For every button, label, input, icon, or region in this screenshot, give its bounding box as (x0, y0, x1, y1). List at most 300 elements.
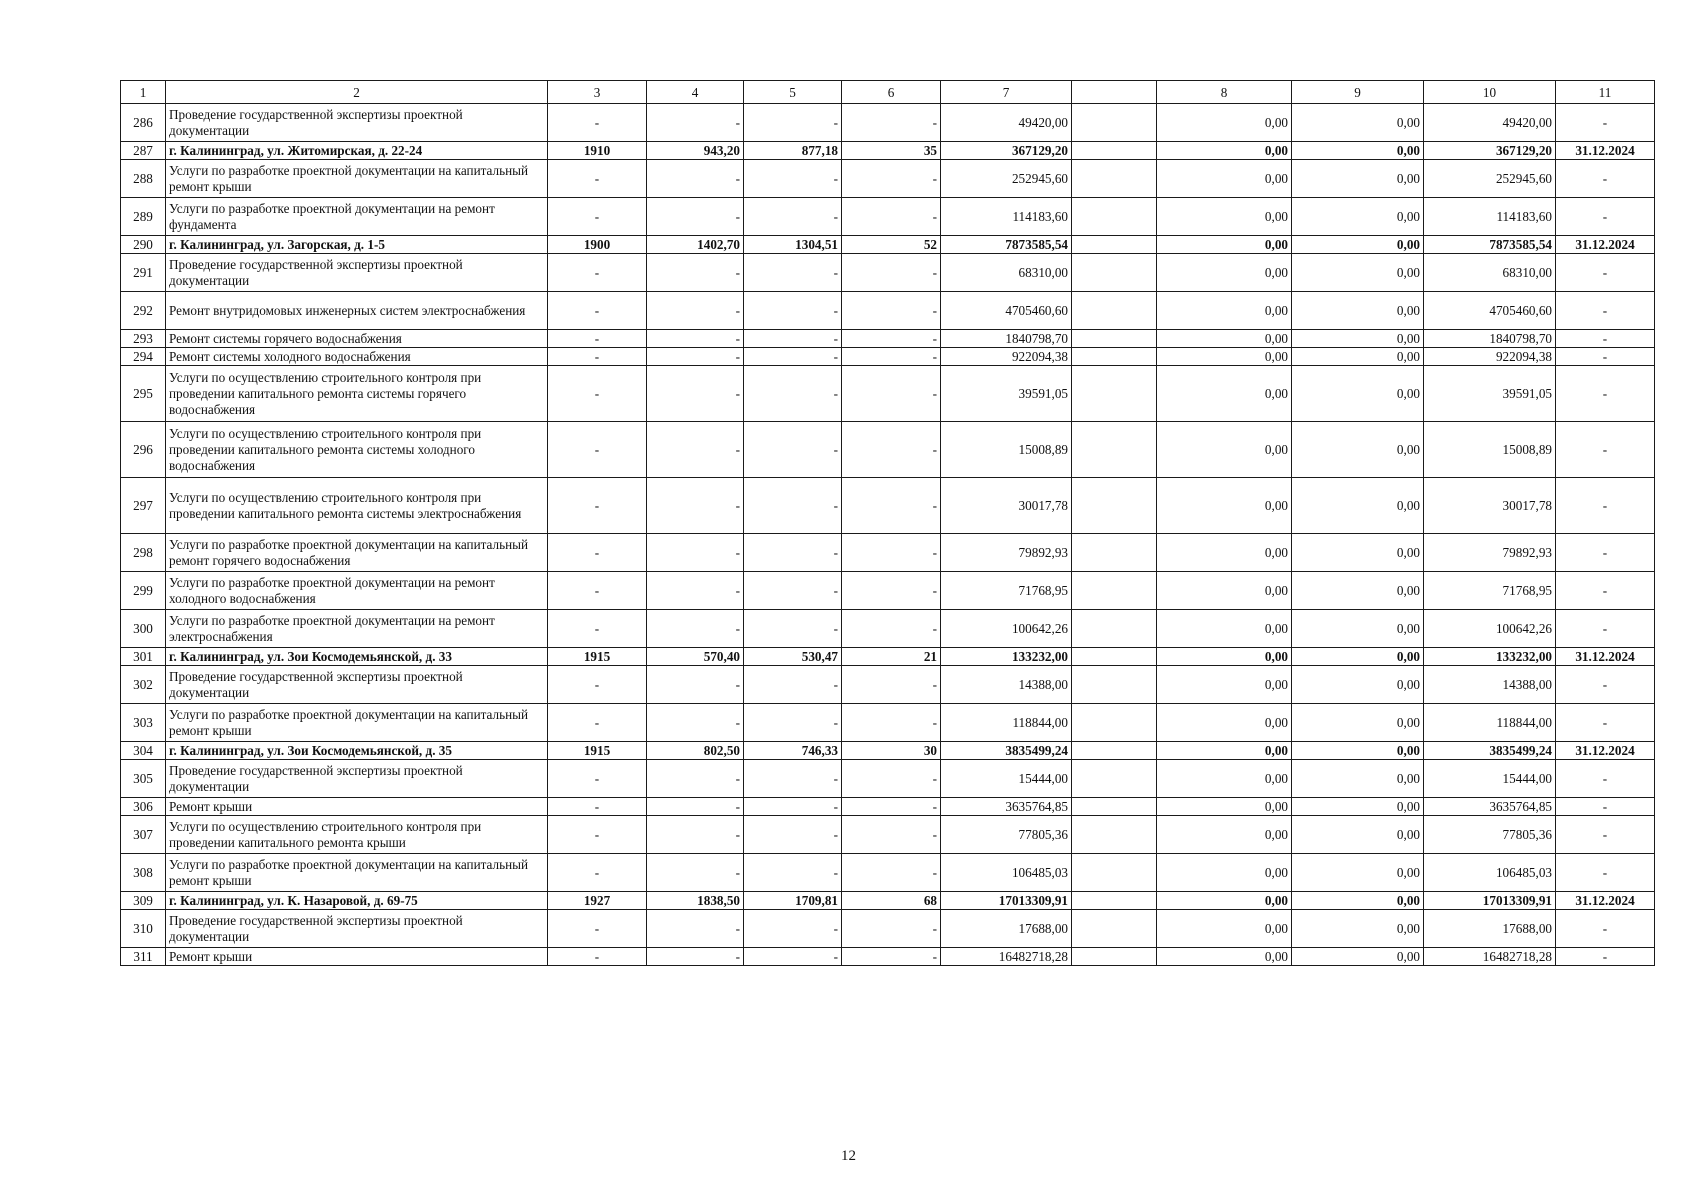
row-name: г. Калининград, ул. Зои Космодемьянской, д. 35 (166, 742, 548, 760)
blank-cell (1072, 892, 1157, 910)
col8-cell: 0,00 (1157, 534, 1292, 572)
row-number: 307 (121, 816, 166, 854)
deadline-cell: 31.12.2024 (1556, 648, 1655, 666)
deadline-cell: - (1556, 104, 1655, 142)
row-number: 295 (121, 366, 166, 422)
area-living-cell: - (744, 348, 842, 366)
blank-cell (1072, 254, 1157, 292)
year-cell: - (548, 330, 647, 348)
col8-cell: 0,00 (1157, 648, 1292, 666)
row-name: г. Калининград, ул. Загорская, д. 1-5 (166, 236, 548, 254)
col9-cell: 0,00 (1292, 666, 1424, 704)
row-name: Услуги по разработке проектной документации на капитальный ремонт крыши (166, 160, 548, 198)
year-cell: - (548, 198, 647, 236)
area-total-cell: 802,50 (647, 742, 744, 760)
row-number: 303 (121, 704, 166, 742)
year-cell: - (548, 610, 647, 648)
row-name: Проведение государственной экспертизы проектной документации (166, 254, 548, 292)
table-row (121, 366, 1655, 422)
column-header-0: 1 (121, 81, 166, 104)
row-name: Услуги по разработке проектной документации на ремонт электроснабжения (166, 610, 548, 648)
total-cost-cell: 71768,95 (941, 572, 1072, 610)
col9-cell: 0,00 (1292, 366, 1424, 422)
deadline-cell: - (1556, 816, 1655, 854)
total-cost-cell: 39591,05 (941, 366, 1072, 422)
row-number: 290 (121, 236, 166, 254)
column-header-9: 9 (1292, 81, 1424, 104)
col10-cell: 77805,36 (1424, 816, 1556, 854)
col9-cell: 0,00 (1292, 254, 1424, 292)
area-living-cell: 530,47 (744, 648, 842, 666)
area-living-cell: - (744, 534, 842, 572)
column-header-8: 8 (1157, 81, 1292, 104)
area-living-cell: - (744, 292, 842, 330)
deadline-cell: 31.12.2024 (1556, 236, 1655, 254)
deadline-cell: - (1556, 198, 1655, 236)
area-total-cell: - (647, 854, 744, 892)
col10-cell: 3835499,24 (1424, 742, 1556, 760)
row-number: 288 (121, 160, 166, 198)
table-row (121, 254, 1655, 292)
area-living-cell: - (744, 610, 842, 648)
area-living-cell: - (744, 704, 842, 742)
row-number: 311 (121, 948, 166, 966)
total-cost-cell: 17013309,91 (941, 892, 1072, 910)
area-total-cell: - (647, 160, 744, 198)
total-cost-cell: 68310,00 (941, 254, 1072, 292)
col8-cell: 0,00 (1157, 254, 1292, 292)
area-total-cell: - (647, 104, 744, 142)
area-living-cell: - (744, 422, 842, 478)
row-name: Ремонт системы холодного водоснабжения (166, 348, 548, 366)
residents-cell: 52 (842, 236, 941, 254)
area-living-cell: - (744, 478, 842, 534)
table-row (121, 648, 1655, 666)
year-cell: - (548, 910, 647, 948)
blank-cell (1072, 330, 1157, 348)
total-cost-cell: 252945,60 (941, 160, 1072, 198)
residents-cell: - (842, 760, 941, 798)
col10-cell: 118844,00 (1424, 704, 1556, 742)
row-number: 302 (121, 666, 166, 704)
blank-cell (1072, 292, 1157, 330)
col10-cell: 17013309,91 (1424, 892, 1556, 910)
blank-cell (1072, 142, 1157, 160)
residents-cell: - (842, 816, 941, 854)
table-row (121, 478, 1655, 534)
table-row (121, 666, 1655, 704)
row-number: 300 (121, 610, 166, 648)
table-row (121, 236, 1655, 254)
col9-cell: 0,00 (1292, 798, 1424, 816)
residents-cell: - (842, 366, 941, 422)
total-cost-cell: 106485,03 (941, 854, 1072, 892)
table-row (121, 292, 1655, 330)
col8-cell: 0,00 (1157, 104, 1292, 142)
year-cell: 1910 (548, 142, 647, 160)
row-name: Услуги по разработке проектной документации на капитальный ремонт крыши (166, 704, 548, 742)
residents-cell: - (842, 798, 941, 816)
total-cost-cell: 30017,78 (941, 478, 1072, 534)
col8-cell: 0,00 (1157, 948, 1292, 966)
row-name: Ремонт крыши (166, 798, 548, 816)
col9-cell: 0,00 (1292, 816, 1424, 854)
column-header-7 (1072, 81, 1157, 104)
area-living-cell: 1709,81 (744, 892, 842, 910)
residents-cell: - (842, 610, 941, 648)
col10-cell: 114183,60 (1424, 198, 1556, 236)
area-living-cell: - (744, 366, 842, 422)
table-row (121, 854, 1655, 892)
table-row (121, 948, 1655, 966)
year-cell: - (548, 572, 647, 610)
row-name: Проведение государственной экспертизы проектной документации (166, 910, 548, 948)
col9-cell: 0,00 (1292, 610, 1424, 648)
col9-cell: 0,00 (1292, 104, 1424, 142)
area-living-cell: 746,33 (744, 742, 842, 760)
col9-cell: 0,00 (1292, 422, 1424, 478)
col10-cell: 133232,00 (1424, 648, 1556, 666)
blank-cell (1072, 798, 1157, 816)
area-total-cell: 1838,50 (647, 892, 744, 910)
col10-cell: 4705460,60 (1424, 292, 1556, 330)
col8-cell: 0,00 (1157, 760, 1292, 798)
year-cell: - (548, 704, 647, 742)
row-name: Проведение государственной экспертизы проектной документации (166, 760, 548, 798)
blank-cell (1072, 478, 1157, 534)
blank-cell (1072, 666, 1157, 704)
total-cost-cell: 4705460,60 (941, 292, 1072, 330)
row-name: г. Калининград, ул. Житомирская, д. 22-24 (166, 142, 548, 160)
row-number: 289 (121, 198, 166, 236)
residents-cell: 21 (842, 648, 941, 666)
year-cell: 1915 (548, 648, 647, 666)
table-row (121, 610, 1655, 648)
row-number: 299 (121, 572, 166, 610)
blank-cell (1072, 422, 1157, 478)
area-total-cell: - (647, 366, 744, 422)
residents-cell: - (842, 478, 941, 534)
column-header-11: 11 (1556, 81, 1655, 104)
col8-cell: 0,00 (1157, 292, 1292, 330)
blank-cell (1072, 348, 1157, 366)
area-total-cell: - (647, 254, 744, 292)
table-row (121, 348, 1655, 366)
column-header-5: 6 (842, 81, 941, 104)
col9-cell: 0,00 (1292, 760, 1424, 798)
col10-cell: 922094,38 (1424, 348, 1556, 366)
row-number: 286 (121, 104, 166, 142)
area-living-cell: - (744, 160, 842, 198)
year-cell: - (548, 798, 647, 816)
col8-cell: 0,00 (1157, 816, 1292, 854)
deadline-cell: - (1556, 254, 1655, 292)
area-total-cell: - (647, 798, 744, 816)
area-total-cell: - (647, 292, 744, 330)
area-living-cell: - (744, 948, 842, 966)
row-name: Ремонт системы горячего водоснабжения (166, 330, 548, 348)
col8-cell: 0,00 (1157, 348, 1292, 366)
col9-cell: 0,00 (1292, 892, 1424, 910)
year-cell: - (548, 478, 647, 534)
column-header-4: 5 (744, 81, 842, 104)
table-row (121, 816, 1655, 854)
area-total-cell: - (647, 816, 744, 854)
row-number: 304 (121, 742, 166, 760)
residents-cell: 30 (842, 742, 941, 760)
row-name: Услуги по осуществлению строительного контроля при проведении капитального ремонта системы электроснабжения (166, 478, 548, 534)
row-name: Ремонт внутридомовых инженерных систем электроснабжения (166, 292, 548, 330)
area-living-cell: 1304,51 (744, 236, 842, 254)
row-name: Проведение государственной экспертизы проектной документации (166, 104, 548, 142)
row-number: 305 (121, 760, 166, 798)
residents-cell: - (842, 422, 941, 478)
col10-cell: 30017,78 (1424, 478, 1556, 534)
col10-cell: 7873585,54 (1424, 236, 1556, 254)
area-total-cell: - (647, 610, 744, 648)
area-total-cell: - (647, 422, 744, 478)
year-cell: - (548, 254, 647, 292)
area-living-cell: - (744, 854, 842, 892)
col9-cell: 0,00 (1292, 854, 1424, 892)
deadline-cell: - (1556, 422, 1655, 478)
area-living-cell: - (744, 330, 842, 348)
residents-cell: - (842, 854, 941, 892)
col9-cell: 0,00 (1292, 292, 1424, 330)
year-cell: - (548, 760, 647, 798)
col10-cell: 252945,60 (1424, 160, 1556, 198)
blank-cell (1072, 742, 1157, 760)
area-total-cell: 570,40 (647, 648, 744, 666)
year-cell: - (548, 666, 647, 704)
row-name: Услуги по разработке проектной документации на капитальный ремонт горячего водоснабжения (166, 534, 548, 572)
row-name: Проведение государственной экспертизы проектной документации (166, 666, 548, 704)
total-cost-cell: 114183,60 (941, 198, 1072, 236)
row-number: 298 (121, 534, 166, 572)
area-total-cell: - (647, 704, 744, 742)
row-number: 292 (121, 292, 166, 330)
area-living-cell: - (744, 572, 842, 610)
table-row (121, 422, 1655, 478)
year-cell: 1927 (548, 892, 647, 910)
year-cell: 1900 (548, 236, 647, 254)
row-number: 296 (121, 422, 166, 478)
col10-cell: 49420,00 (1424, 104, 1556, 142)
deadline-cell: - (1556, 704, 1655, 742)
blank-cell (1072, 610, 1157, 648)
residents-cell: - (842, 292, 941, 330)
total-cost-cell: 79892,93 (941, 534, 1072, 572)
area-total-cell: - (647, 572, 744, 610)
deadline-cell: 31.12.2024 (1556, 142, 1655, 160)
year-cell: 1915 (548, 742, 647, 760)
total-cost-cell: 3635764,85 (941, 798, 1072, 816)
area-total-cell: - (647, 666, 744, 704)
row-number: 308 (121, 854, 166, 892)
year-cell: - (548, 348, 647, 366)
total-cost-cell: 118844,00 (941, 704, 1072, 742)
area-total-cell: - (647, 198, 744, 236)
table-row (121, 160, 1655, 198)
total-cost-cell: 367129,20 (941, 142, 1072, 160)
col10-cell: 106485,03 (1424, 854, 1556, 892)
year-cell: - (548, 854, 647, 892)
col9-cell: 0,00 (1292, 198, 1424, 236)
residents-cell: - (842, 572, 941, 610)
col8-cell: 0,00 (1157, 610, 1292, 648)
col8-cell: 0,00 (1157, 704, 1292, 742)
area-total-cell: 943,20 (647, 142, 744, 160)
total-cost-cell: 133232,00 (941, 648, 1072, 666)
col10-cell: 79892,93 (1424, 534, 1556, 572)
table-row (121, 104, 1655, 142)
blank-cell (1072, 816, 1157, 854)
row-name: Услуги по осуществлению строительного контроля при проведении капитального ремонта системы горячего водоснабжения (166, 366, 548, 422)
deadline-cell: - (1556, 534, 1655, 572)
col10-cell: 15008,89 (1424, 422, 1556, 478)
col8-cell: 0,00 (1157, 910, 1292, 948)
area-total-cell: - (647, 534, 744, 572)
col9-cell: 0,00 (1292, 478, 1424, 534)
col10-cell: 3635764,85 (1424, 798, 1556, 816)
col8-cell: 0,00 (1157, 478, 1292, 534)
area-total-cell: - (647, 760, 744, 798)
col10-cell: 15444,00 (1424, 760, 1556, 798)
year-cell: - (548, 366, 647, 422)
col10-cell: 367129,20 (1424, 142, 1556, 160)
blank-cell (1072, 572, 1157, 610)
col8-cell: 0,00 (1157, 366, 1292, 422)
deadline-cell: - (1556, 854, 1655, 892)
col8-cell: 0,00 (1157, 198, 1292, 236)
blank-cell (1072, 910, 1157, 948)
total-cost-cell: 77805,36 (941, 816, 1072, 854)
blank-cell (1072, 236, 1157, 254)
total-cost-cell: 922094,38 (941, 348, 1072, 366)
residents-cell: 68 (842, 892, 941, 910)
area-living-cell: - (744, 798, 842, 816)
col10-cell: 39591,05 (1424, 366, 1556, 422)
col8-cell: 0,00 (1157, 854, 1292, 892)
col10-cell: 71768,95 (1424, 572, 1556, 610)
col10-cell: 17688,00 (1424, 910, 1556, 948)
col8-cell: 0,00 (1157, 142, 1292, 160)
total-cost-cell: 16482718,28 (941, 948, 1072, 966)
area-living-cell: - (744, 198, 842, 236)
table-body (121, 81, 1655, 966)
blank-cell (1072, 704, 1157, 742)
deadline-cell: - (1556, 292, 1655, 330)
area-living-cell: - (744, 104, 842, 142)
col8-cell: 0,00 (1157, 666, 1292, 704)
col9-cell: 0,00 (1292, 534, 1424, 572)
area-living-cell: - (744, 666, 842, 704)
year-cell: - (548, 104, 647, 142)
col8-cell: 0,00 (1157, 236, 1292, 254)
area-living-cell: 877,18 (744, 142, 842, 160)
total-cost-cell: 15008,89 (941, 422, 1072, 478)
deadline-cell: 31.12.2024 (1556, 742, 1655, 760)
area-total-cell: - (647, 348, 744, 366)
row-name: Ремонт крыши (166, 948, 548, 966)
deadline-cell: - (1556, 478, 1655, 534)
deadline-cell: - (1556, 610, 1655, 648)
col10-cell: 100642,26 (1424, 610, 1556, 648)
residents-cell: - (842, 254, 941, 292)
deadline-cell: 31.12.2024 (1556, 892, 1655, 910)
year-cell: - (548, 422, 647, 478)
blank-cell (1072, 104, 1157, 142)
col9-cell: 0,00 (1292, 648, 1424, 666)
residents-cell: - (842, 330, 941, 348)
row-number: 310 (121, 910, 166, 948)
table-row (121, 572, 1655, 610)
area-living-cell: - (744, 760, 842, 798)
blank-cell (1072, 854, 1157, 892)
col8-cell: 0,00 (1157, 572, 1292, 610)
area-total-cell: - (647, 910, 744, 948)
blank-cell (1072, 160, 1157, 198)
blank-cell (1072, 948, 1157, 966)
col8-cell: 0,00 (1157, 330, 1292, 348)
table-row (121, 142, 1655, 160)
row-name: Услуги по разработке проектной документации на ремонт фундамента (166, 198, 548, 236)
row-number: 301 (121, 648, 166, 666)
deadline-cell: - (1556, 330, 1655, 348)
area-total-cell: - (647, 478, 744, 534)
total-cost-cell: 100642,26 (941, 610, 1072, 648)
column-header-10: 10 (1424, 81, 1556, 104)
col9-cell: 0,00 (1292, 910, 1424, 948)
col9-cell: 0,00 (1292, 704, 1424, 742)
deadline-cell: - (1556, 160, 1655, 198)
deadline-cell: - (1556, 910, 1655, 948)
col10-cell: 68310,00 (1424, 254, 1556, 292)
residents-cell: - (842, 198, 941, 236)
total-cost-cell: 15444,00 (941, 760, 1072, 798)
table-row (121, 330, 1655, 348)
residents-cell: - (842, 104, 941, 142)
table-row (121, 704, 1655, 742)
col9-cell: 0,00 (1292, 142, 1424, 160)
col8-cell: 0,00 (1157, 422, 1292, 478)
blank-cell (1072, 366, 1157, 422)
total-cost-cell: 3835499,24 (941, 742, 1072, 760)
table-row (121, 892, 1655, 910)
col10-cell: 14388,00 (1424, 666, 1556, 704)
column-number-header-row (121, 81, 1655, 104)
blank-cell (1072, 198, 1157, 236)
col8-cell: 0,00 (1157, 892, 1292, 910)
blank-cell (1072, 760, 1157, 798)
deadline-cell: - (1556, 572, 1655, 610)
row-name: Услуги по разработке проектной документации на капитальный ремонт крыши (166, 854, 548, 892)
table-row (121, 534, 1655, 572)
residents-cell: - (842, 348, 941, 366)
area-living-cell: - (744, 910, 842, 948)
area-total-cell: 1402,70 (647, 236, 744, 254)
row-number: 309 (121, 892, 166, 910)
total-cost-cell: 17688,00 (941, 910, 1072, 948)
year-cell: - (548, 160, 647, 198)
table-row (121, 198, 1655, 236)
row-name: г. Калининград, ул. К. Назаровой, д. 69-75 (166, 892, 548, 910)
residents-cell: - (842, 948, 941, 966)
row-name: Услуги по осуществлению строительного контроля при проведении капитального ремонта крыши (166, 816, 548, 854)
area-total-cell: - (647, 948, 744, 966)
year-cell: - (548, 292, 647, 330)
blank-cell (1072, 534, 1157, 572)
